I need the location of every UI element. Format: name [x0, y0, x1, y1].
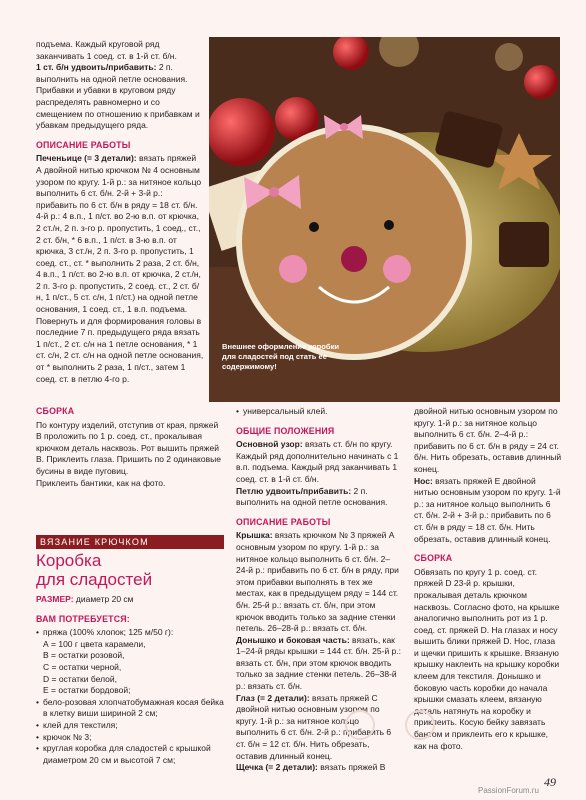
term: Печеньице (= 3 детали):	[36, 153, 137, 164]
term: Донышко и боковая часть:	[236, 634, 350, 645]
term-text: вязать крючком № 3 пряжей А основным узором по кругу. 1-й р.: за нитяное кольцо выполнить 6 ст. б/н. 2–24-й р.: прибавить по 6 ст. б/н в ряду, при этом прибавки выполнять в тех же местах, как в предыдущем ряду = 144 ст. б/н. 25-й р.: вязать ст. б/н, при этом крючок вводить только за задние стенки петель. 26–28-й р.: вязать ст. б/н.	[236, 530, 399, 634]
term: 1 ст. б/н удвоить/прибавить:	[36, 62, 157, 73]
chocolate-cookie-icon	[499, 222, 549, 267]
nose-icon	[341, 246, 367, 272]
term-text: вязать пряжей Е двойной нитью основным узором по кругу. 1-й р.: за нитяное кольцо выполнить 6 ст. б/н. 2-й + 3-й р.: прибавить по 6 ст. б/н в ряду = 18 ст. б/н. Нить обрезать, оставив длинный конец.	[414, 475, 561, 544]
list-item: • бело-розовая хлопчатобумажная косая бейка в клетку виши шириной 2 см;	[36, 697, 224, 720]
ornament-icon	[524, 65, 558, 99]
paragraph: Приклеить бантики, как на фото.	[36, 477, 166, 488]
text-column-top-left	[36, 39, 204, 385]
term-text: вязать, как 1–24-й ряды крышки = 144 ст. б/н. 25-й р.: вязать ст. б/н, при этом крючок вводить только за задние стенки петель. 26–38-й р.: вязать ст. б/н.	[236, 634, 402, 692]
ornament-icon	[209, 98, 275, 166]
term: Основной узор:	[236, 439, 303, 450]
gingerbread-outline-icon	[330, 700, 450, 780]
list-item: В = остатки розовой,	[43, 650, 125, 661]
paragraph	[414, 476, 562, 546]
term: Крышка:	[236, 530, 273, 541]
crochet-lid	[242, 130, 466, 354]
term-text: 2 п. выполнить на одной петле основания.	[36, 62, 188, 84]
paragraph: Обвязать по кругу 1 р. соед. ст. пряжей D 23-й р. крышки, прокалывая деталь крючком насквозь. Согласно фото, на крышке аналогично выполнить рот из 1 р. соед. ст. пряжей D. На глазах и носу вышить блики пряжей D. Нос, глаза и щечки пришить к крышке. Вязаную крышку наклеить на крышку коробки клеем для текстиля. Донышко и боковую часть коробки до начала крышки смазать клеем, вязаную деталь натянуть на коробку и приклеить. Косую бейку завязать бантом и приклеить его к крышке, как на фото.	[414, 566, 560, 751]
list-item: А = 100 г цвета карамели,	[43, 638, 146, 649]
paragraph	[236, 530, 402, 634]
term-text: диаметр 20 см	[73, 594, 134, 604]
section-heading: СБОРКА	[414, 553, 453, 564]
section-heading: ОПИСАНИЕ РАБОТЫ	[236, 516, 331, 527]
list-item: • крючок № 3;	[36, 732, 224, 744]
paragraph	[236, 439, 402, 485]
paragraph	[236, 486, 402, 509]
paragraph: По контуру изделий, отступив от края, пряжей В проложить по 1 р. соед. ст., прокалывая крючком деталь насквозь. Рот вышить пряжей В. Приклеить глаза. Пришить по 2 одинаковые бусины в виде пуговиц.	[36, 419, 221, 476]
term: РАЗМЕР:	[36, 594, 74, 604]
list-item: • клей для текстиля;	[36, 720, 224, 732]
article-subtitle: для сладостей	[36, 570, 153, 589]
photo-caption: Внешнее оформление коробки для сладостей под стать ее содержимому!	[222, 342, 340, 371]
section-banner-label: ВЯЗАНИЕ КРЮЧКОМ	[40, 537, 149, 547]
term-text: вязать пряжей С двойной нитью основным узором по кругу. 1-й р.: за нитяное кольцо выполнить 6 ст. б/н. 2-й р.: прибавить 6 ст. б/н = 12 ст. б/н. Нить обрезать, оставив длинный конец.	[236, 692, 392, 761]
text-column-assembly	[36, 406, 224, 489]
paragraph	[36, 594, 224, 606]
list-item: • круглая коробка для сладостей с крышкой диаметром 20 см и высотой 7 см;	[36, 743, 224, 766]
list-item: Е = остатки бордовой;	[43, 685, 131, 696]
term-text: 2 п. выполнить на одной петле основания.	[236, 485, 388, 508]
eye-icon	[384, 220, 394, 230]
paragraph	[36, 153, 204, 385]
term-text: вязать пряжей В	[317, 762, 386, 773]
list-item: • универсальный клей.	[236, 406, 402, 418]
list-item: • пряжа (100% хлопок; 125 м/50 г):	[36, 627, 224, 639]
term-text: вязать ст. б/н по кругу. Каждый ряд дополнительно начинать с 1 в.п. подъема. Каждый ряд заканчивать 1 соед. ст. в 1-й ст. б/н.	[236, 439, 399, 484]
text-column-materials	[36, 594, 224, 766]
paragraph	[36, 62, 204, 85]
list-item: D = остатки белой,	[43, 673, 117, 684]
term-text: вязать пряжей А двойной нитью крючком № 4 основным узором по кругу. 1-й р.: за нитяное кольцо выполнить 6 ст. б/н. 2-й + 3-й р.: прибавить по 6 ст. б/н в ряду = 18 ст. б/н. 4-й р.: 4 в.п., 1 п/ст. во 2-ю в.п. от крючка, 2 ст./н, 2 п. з-го р. пропустить, 1 соед., ст., 2 ст. б/н, * 6 в.п., 1 п/ст. в 3-ю в.п. от крючка, 3 ст./н, 2 п. 3-го р. пропустить, 1 соед. ст., ст. * выполнить 2 раза, 2 ст. б/н, 4 в.п., 1 п/ст. во 2-ю в.п. от крючка, 2 ст./н, 2 п. 3-го р. пропустить, 2 соед. ст., 2 ст. б/н, 1 п/ст., 5 ст. с/н, 1 п/ст.) на одной петле основания, 1 соед. ст., 1 в.п. подъема. Повернуть и для формирования головы в последние 7 п. предыдущего ряда вязать 1 п/ст., 2 ст. с/н на 1 петле основания, * 1 ст. с/н, 2 ст. с/н на одной петле основания, от * выполнить 2 раза, 1 п/ст., затем 1 соед. ст. в петлю 4-го р.	[36, 153, 204, 384]
term: Петлю удвоить/прибавить:	[236, 485, 352, 496]
eye-icon	[309, 222, 319, 232]
watermark: PassionForum.ru	[478, 786, 539, 795]
term: Глаз (= 2 детали):	[236, 692, 310, 703]
page-number: 49	[544, 775, 556, 789]
term: Щечка (= 2 детали):	[236, 762, 318, 773]
paragraph: двойной нитью основным узором по кругу. 1-й р.: за нитяное кольцо выполнить 6 ст. б/н. 2–4-й р.: прибавить по 6 ст. б/н в ряду = 24 ст. б/н. Нить обрезать, оставив длинный конец.	[414, 406, 562, 474]
paragraph	[236, 635, 402, 693]
cheek-icon	[279, 255, 307, 283]
cheek-icon	[383, 255, 411, 283]
term: Нос:	[414, 475, 433, 486]
article-title: Коробка	[36, 551, 102, 570]
section-heading: ВАМ ПОТРЕБУЕТСЯ:	[36, 613, 130, 624]
list-item: С = остатки черной,	[43, 661, 122, 672]
paragraph: Прибавки и убавки в круговом ряду распределять равномерно и со смещением по отношению к прибавкам и убавкам предыдущего ряда.	[36, 85, 200, 131]
section-heading: ОПИСАНИЕ РАБОТЫ	[36, 139, 131, 150]
section-heading: ОБЩИЕ ПОЛОЖЕНИЯ	[236, 425, 335, 436]
section-heading: СБОРКА	[36, 406, 75, 416]
paragraph: подъема. Каждый круговой ряд заканчивать 1 соед. ст. в 1-й ст. б/н.	[36, 39, 177, 61]
